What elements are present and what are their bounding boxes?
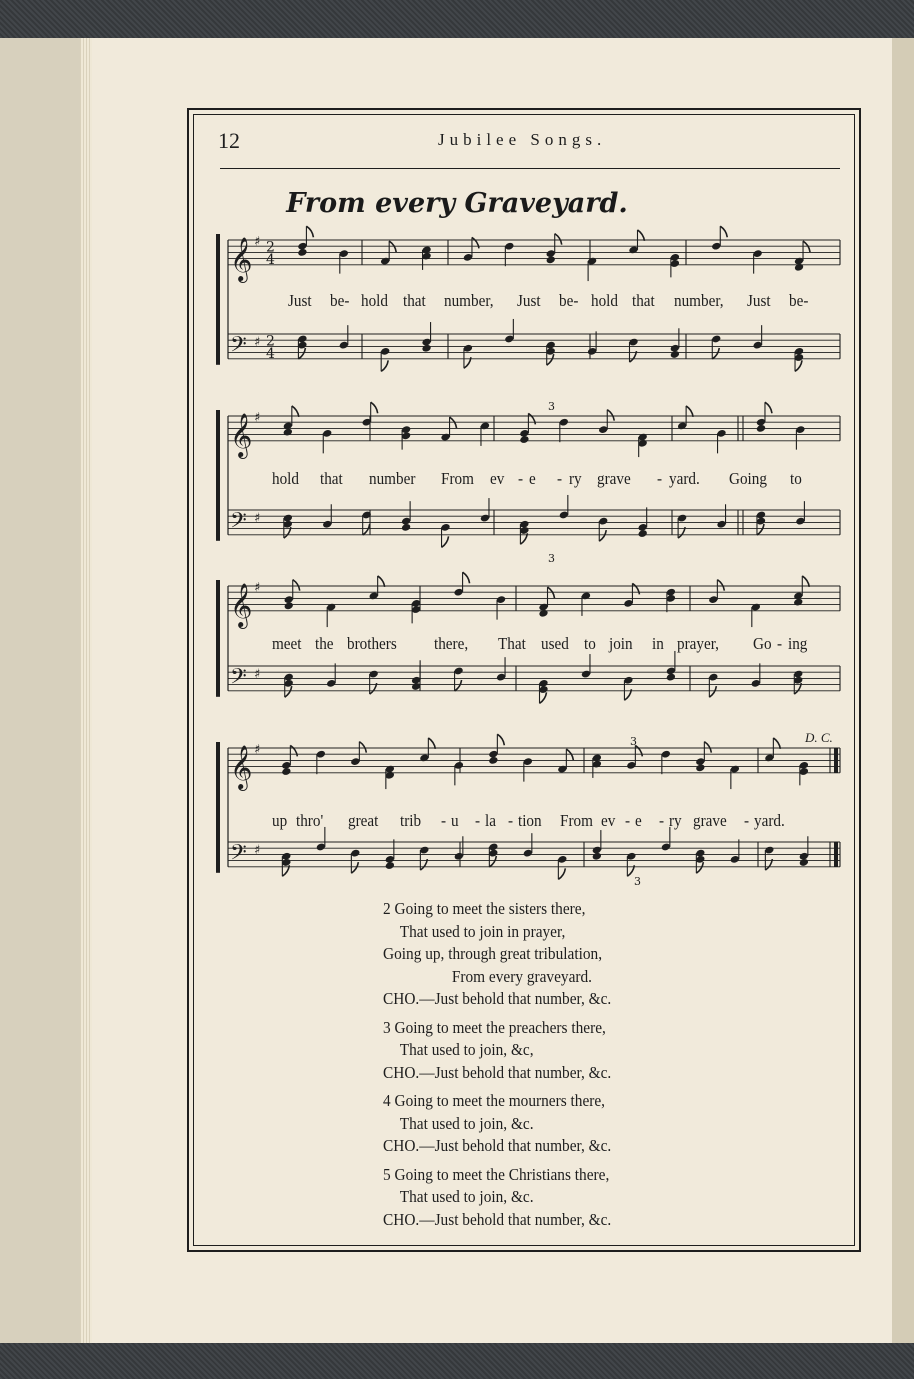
treble-clef: 𝄞 xyxy=(230,412,253,457)
note-flag xyxy=(555,234,562,245)
verse-4 xyxy=(383,1090,611,1158)
lyric-syllable: hold xyxy=(590,291,618,310)
lyric-syllable: e xyxy=(529,469,537,488)
verse-line: That used to join, &c. xyxy=(399,1187,534,1206)
note-head xyxy=(421,344,431,353)
lyric-syllable: used xyxy=(541,634,570,653)
lyric-syllable: yard. xyxy=(668,469,700,488)
lyric-syllable: ry xyxy=(568,469,582,488)
note-head xyxy=(519,435,529,444)
note-flag xyxy=(717,580,724,591)
note-flag xyxy=(704,742,711,753)
lyric-syllable: number, xyxy=(444,291,495,310)
note-flag xyxy=(290,745,297,756)
verse-3 xyxy=(383,1017,611,1085)
note-head xyxy=(794,263,804,272)
note-flag xyxy=(632,583,639,594)
treble-clef: 𝄞 xyxy=(230,236,253,281)
final-barline-thick xyxy=(834,748,838,773)
lyric-syllable: - xyxy=(557,469,563,488)
lyric-syllable: brothers xyxy=(347,634,398,653)
lyric-syllable: - xyxy=(440,811,446,830)
note-flag xyxy=(696,862,703,873)
lyric-syllable: to xyxy=(584,634,597,653)
lyric-syllable: meet xyxy=(272,634,302,653)
chorus-line: CHO.—Just behold that number, &c. xyxy=(383,1209,612,1229)
lyric-syllable: Just xyxy=(517,291,542,310)
note-flag xyxy=(540,692,547,703)
key-signature-sharp: ♯ xyxy=(254,234,261,250)
note-head xyxy=(297,248,307,257)
note-head xyxy=(670,350,680,359)
lyric-syllable: be- xyxy=(788,291,809,310)
lyric-syllable: number, xyxy=(673,291,724,310)
note-flag xyxy=(293,580,300,591)
treble-clef: 𝄞 xyxy=(230,582,253,627)
lyric-syllable: la xyxy=(484,811,496,830)
lyric-syllable: there, xyxy=(433,634,468,653)
lyric-syllable: be- xyxy=(329,291,350,310)
lyric-syllable: e xyxy=(634,811,642,830)
system-brace xyxy=(216,742,220,873)
note-flag xyxy=(757,524,764,535)
page-number: 12 xyxy=(218,128,240,153)
note-head xyxy=(546,255,556,264)
triplet-mark: 3 xyxy=(548,552,555,565)
lyric-syllable: thro' xyxy=(295,811,324,830)
note-flag xyxy=(599,530,606,541)
verse-line: That used to join, &c, xyxy=(399,1040,534,1059)
lyric-syllable: That xyxy=(498,634,526,653)
note-flag xyxy=(298,348,305,359)
note-flag xyxy=(351,862,358,873)
note-flag xyxy=(472,237,479,248)
time-signature-bottom: 4 xyxy=(266,251,275,268)
note-flag xyxy=(285,686,292,697)
lyric-syllable: be- xyxy=(559,291,579,310)
chorus-line: CHO.—Just behold that number, &c. xyxy=(383,1062,612,1082)
verse-line: 2 Going to meet the sisters there, xyxy=(383,899,586,918)
note-head xyxy=(283,428,293,437)
key-signature-sharp: ♯ xyxy=(254,842,261,858)
triplet-mark: 3 xyxy=(548,400,555,413)
lyric-syllable: grave xyxy=(596,469,631,488)
lyric-syllable: Go xyxy=(752,634,772,653)
lyric-syllable: number xyxy=(368,469,416,488)
bass-clef: 𝄢 xyxy=(230,664,247,695)
lyric-syllable: great xyxy=(347,811,379,830)
note-head xyxy=(592,852,602,861)
lyric-syllable: to xyxy=(789,469,802,488)
triplet-mark: 3 xyxy=(630,735,637,748)
lyric-syllable: trib xyxy=(399,811,421,830)
note-flag xyxy=(381,360,388,371)
chorus-line: CHO.—Just behold that number, &c. xyxy=(383,1136,612,1155)
lyric-syllable: Just xyxy=(746,291,771,310)
note-head xyxy=(281,767,291,776)
lyric-syllable: - xyxy=(658,811,664,830)
note-head xyxy=(793,598,803,607)
lyric-syllable: ing xyxy=(787,634,808,653)
verse-line: 5 Going to meet the Christians there, xyxy=(383,1164,610,1184)
lyric-syllable: grave xyxy=(692,811,727,830)
note-flag xyxy=(371,402,378,413)
lyric-syllable: that xyxy=(402,291,426,310)
note-head xyxy=(284,601,294,610)
note-flag xyxy=(686,406,693,417)
system-brace xyxy=(216,580,220,697)
lyric-syllable: From xyxy=(559,811,593,830)
verse-line: That used to join, &c. xyxy=(399,1113,534,1133)
triplet-mark: 3 xyxy=(634,875,641,888)
running-title: Jubilee Songs. xyxy=(438,130,607,149)
lyric-syllable: tion xyxy=(518,811,542,830)
note-flag xyxy=(547,354,554,365)
note-head xyxy=(385,861,395,870)
key-signature-sharp: ♯ xyxy=(254,510,261,526)
chorus-line: CHO.—Just behold that number, &c. xyxy=(383,989,612,1008)
note-head xyxy=(666,673,676,682)
lyric-syllable: hold xyxy=(272,469,299,488)
lyric-syllable: hold xyxy=(361,291,389,310)
note-flag xyxy=(795,360,802,371)
lyric-syllable: Going xyxy=(729,469,768,488)
lyric-syllable: - xyxy=(744,811,750,830)
note-head xyxy=(638,529,648,538)
key-signature-sharp: ♯ xyxy=(254,334,261,350)
bass-clef: 𝄢 xyxy=(230,840,247,871)
note-flag xyxy=(292,406,299,417)
lyric-syllable: that xyxy=(320,469,344,488)
lyric-syllable: ev xyxy=(489,469,505,488)
note-flag xyxy=(378,576,385,587)
lyric-syllable: u xyxy=(450,811,459,830)
lyric-syllable: Just xyxy=(288,291,312,310)
lyric-syllable: - xyxy=(777,634,783,653)
time-signature-bottom: 4 xyxy=(266,345,275,362)
note-flag xyxy=(709,686,716,697)
treble-clef: 𝄞 xyxy=(230,744,253,789)
note-flag xyxy=(363,524,370,535)
note-flag xyxy=(528,413,535,424)
lyric-syllable: - xyxy=(657,469,663,488)
note-head xyxy=(401,523,411,532)
note-head xyxy=(799,858,809,867)
verse-line: That used to join in prayer, xyxy=(399,921,566,941)
verse-5 xyxy=(383,1164,611,1232)
note-flag xyxy=(359,742,366,753)
lyric-syllable: - xyxy=(508,811,514,830)
lyric-syllable: prayer, xyxy=(677,634,720,653)
verse-line: From every graveyard. xyxy=(451,966,593,986)
bass-clef: 𝄢 xyxy=(230,508,247,539)
verse-line: 3 Going to meet the preachers there, xyxy=(383,1017,606,1037)
note-flag xyxy=(306,226,313,237)
system-brace xyxy=(216,234,220,365)
note-flag xyxy=(712,348,719,359)
lyric-syllable: up xyxy=(272,811,288,830)
verse-2 xyxy=(383,898,611,1011)
note-flag xyxy=(773,738,780,749)
lyric-syllable: in xyxy=(652,634,665,653)
lyric-syllable: ry xyxy=(668,811,682,830)
note-flag xyxy=(463,572,470,583)
key-signature-sharp: ♯ xyxy=(254,410,261,426)
key-signature-sharp: ♯ xyxy=(254,666,261,682)
note-flag xyxy=(607,410,614,421)
note-flag xyxy=(637,230,644,241)
note-flag xyxy=(442,536,449,547)
lyric-syllable: - xyxy=(625,811,631,830)
note-flag xyxy=(428,738,435,749)
lyric-syllable: From xyxy=(441,469,475,488)
note-head xyxy=(488,756,498,765)
song-title: From every Graveyard. xyxy=(286,188,628,219)
lyric-syllable: ev xyxy=(601,811,616,830)
final-barline-thick xyxy=(834,842,838,867)
time-signature-top: 2 xyxy=(266,333,275,350)
verses xyxy=(383,898,611,1231)
key-signature-sharp: ♯ xyxy=(254,742,261,758)
time-signature-top: 2 xyxy=(266,239,275,256)
dc-mark: D. C. xyxy=(805,730,833,745)
lyric-syllable: - xyxy=(474,811,480,830)
verse-line: Going up, through great tribulation, xyxy=(383,944,603,963)
key-signature-sharp: ♯ xyxy=(254,580,261,596)
note-flag xyxy=(558,868,565,879)
verse-line: 4 Going to meet the mourners there, xyxy=(383,1091,606,1110)
note-flag xyxy=(489,856,496,867)
note-head xyxy=(538,609,548,618)
note-flag xyxy=(497,734,504,745)
lyric-syllable: join xyxy=(609,634,633,653)
lyric-syllable: the xyxy=(315,634,334,653)
note-head xyxy=(695,763,705,772)
bass-clef: 𝄢 xyxy=(230,332,247,363)
note-flag xyxy=(802,576,809,587)
note-flag xyxy=(720,226,727,237)
lyric-syllable: - xyxy=(517,469,523,488)
system-brace xyxy=(216,410,220,541)
lyric-syllable: that xyxy=(632,291,656,310)
lyric-syllable: yard. xyxy=(754,811,786,830)
note-flag xyxy=(765,402,772,413)
note-head xyxy=(756,424,766,433)
note-flag xyxy=(455,680,462,691)
